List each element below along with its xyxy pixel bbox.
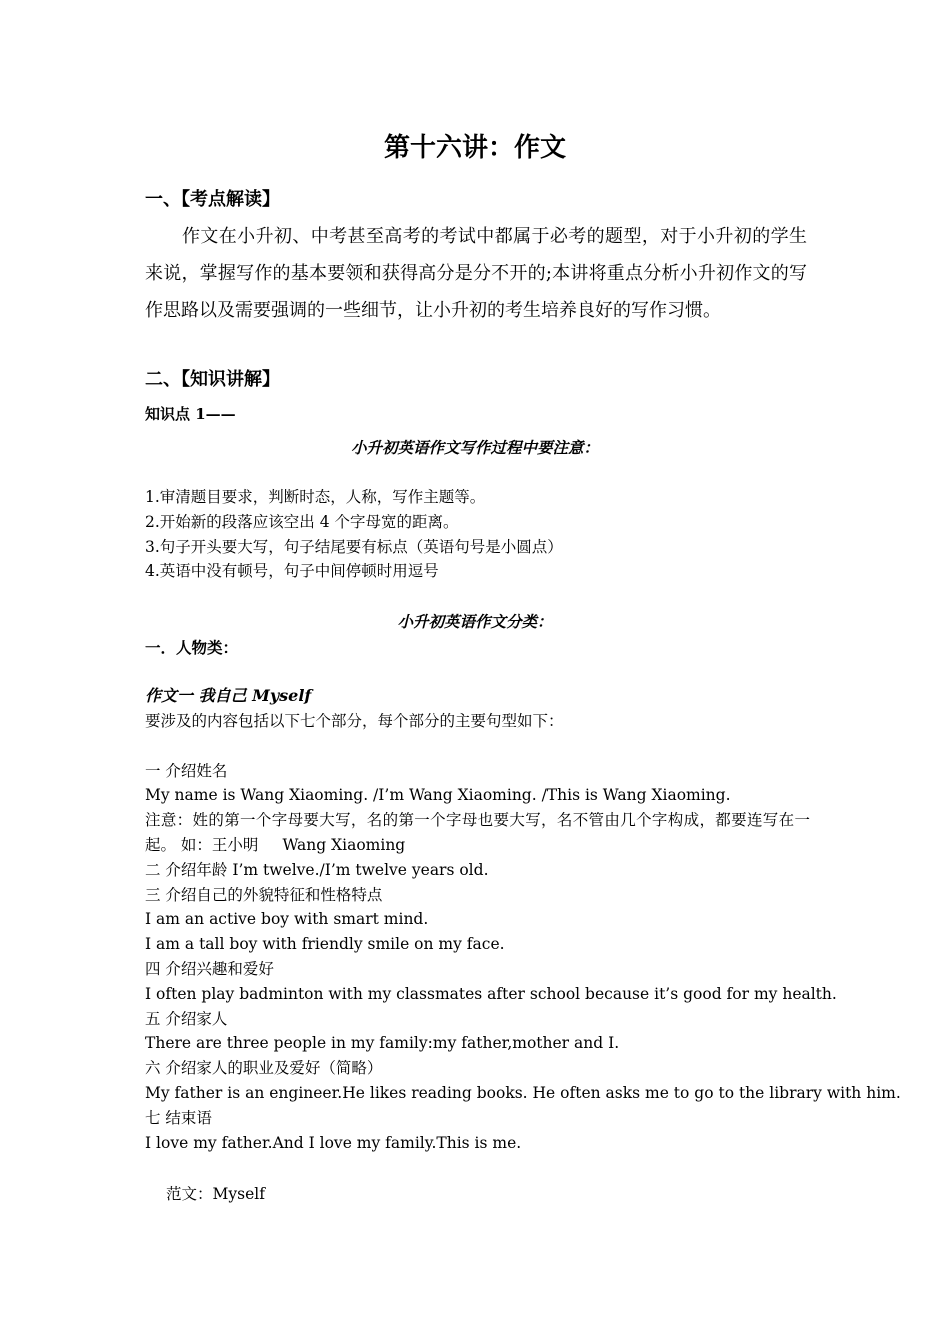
name-note-text: 注意：姓的第一个字母要大写，名的第一个字母也要大写，名不管由几个字构成，都要连写在一起。 如：王小明: [145, 811, 810, 854]
part-heading: 六 介绍家人的职业及爱好（简略）: [145, 1059, 383, 1078]
part-heading: 三 介绍自己的外貌特征和性格特点: [145, 885, 383, 904]
sample-sentence: I love my father.And I love my family.This is me.: [145, 1133, 522, 1152]
part-heading: 二 介绍年龄 I’m twelve./I’m twelve years old.: [145, 860, 489, 879]
sample-sentence: I am a tall boy with friendly smile on my face.: [145, 935, 505, 954]
part-heading: 四 介绍兴趣和爱好: [145, 959, 274, 978]
notes-list: [145, 485, 810, 584]
page-title: 第十六讲：作文: [383, 133, 566, 163]
blank-line: [145, 734, 810, 759]
section-heading-exam-points: 一、【考点解读】: [145, 189, 280, 210]
model-essay-label: 范文：Myself: [166, 1185, 265, 1203]
note-item: 3.句子开头要大写，句子结尾要有标点（英语句号是小圆点）: [145, 537, 563, 556]
note-item: 2.开始新的段落应该空出 4 个字母宽的距离。: [145, 512, 459, 531]
intro-paragraph: 作文在小升初、中考甚至高考的考试中都属于必考的题型，对于小升初的学生来说，掌握写作的基本要领和获得高分是分不开的;本讲将重点分析小升初作文的写作思路以及需要强调的一些细节，让小升初的考生培养良好的写作习惯。: [145, 226, 807, 321]
sample-sentence: My name is Wang Xiaoming. /I’m Wang Xiaoming. /This is Wang Xiaoming.: [145, 786, 731, 805]
notes-title: 小升初英语作文写作过程中要注意：: [350, 438, 599, 457]
section-heading-knowledge: 二、【知识讲解】: [145, 369, 280, 390]
category-title: 小升初英语作文分类：: [397, 612, 553, 631]
part-heading: 七 结束语: [145, 1108, 212, 1127]
sample-sentence: There are three people in my family:my father,mother and I.: [145, 1034, 620, 1053]
sample-sentence: I often play badminton with my classmates after school because it’s good for my health.: [145, 984, 837, 1003]
essay-heading: 作文一 我自己 Myself: [145, 686, 312, 705]
essay-body: [145, 709, 901, 1155]
category-people: 一．人物类：: [145, 638, 239, 657]
name-note: [145, 808, 810, 858]
part-heading: 五 介绍家人: [145, 1009, 228, 1028]
sample-sentence: My father is an engineer.He likes reading books. He often asks me to go to the library with him.: [145, 1083, 901, 1102]
name-note-example: Wang Xiaoming: [282, 835, 406, 854]
essay-intro: 要涉及的内容包括以下七个部分，每个部分的主要句型如下：: [145, 712, 564, 730]
sample-sentence: I am an active boy with smart mind.: [145, 910, 429, 929]
knowledge-point-label: 知识点 1——: [145, 405, 236, 423]
note-item: 4.英语中没有顿号，句子中间停顿时用逗号: [145, 562, 439, 581]
part-heading: 一 介绍姓名: [145, 761, 228, 780]
note-item: 1.审清题目要求，判断时态，人称，写作主题等。: [145, 488, 486, 506]
